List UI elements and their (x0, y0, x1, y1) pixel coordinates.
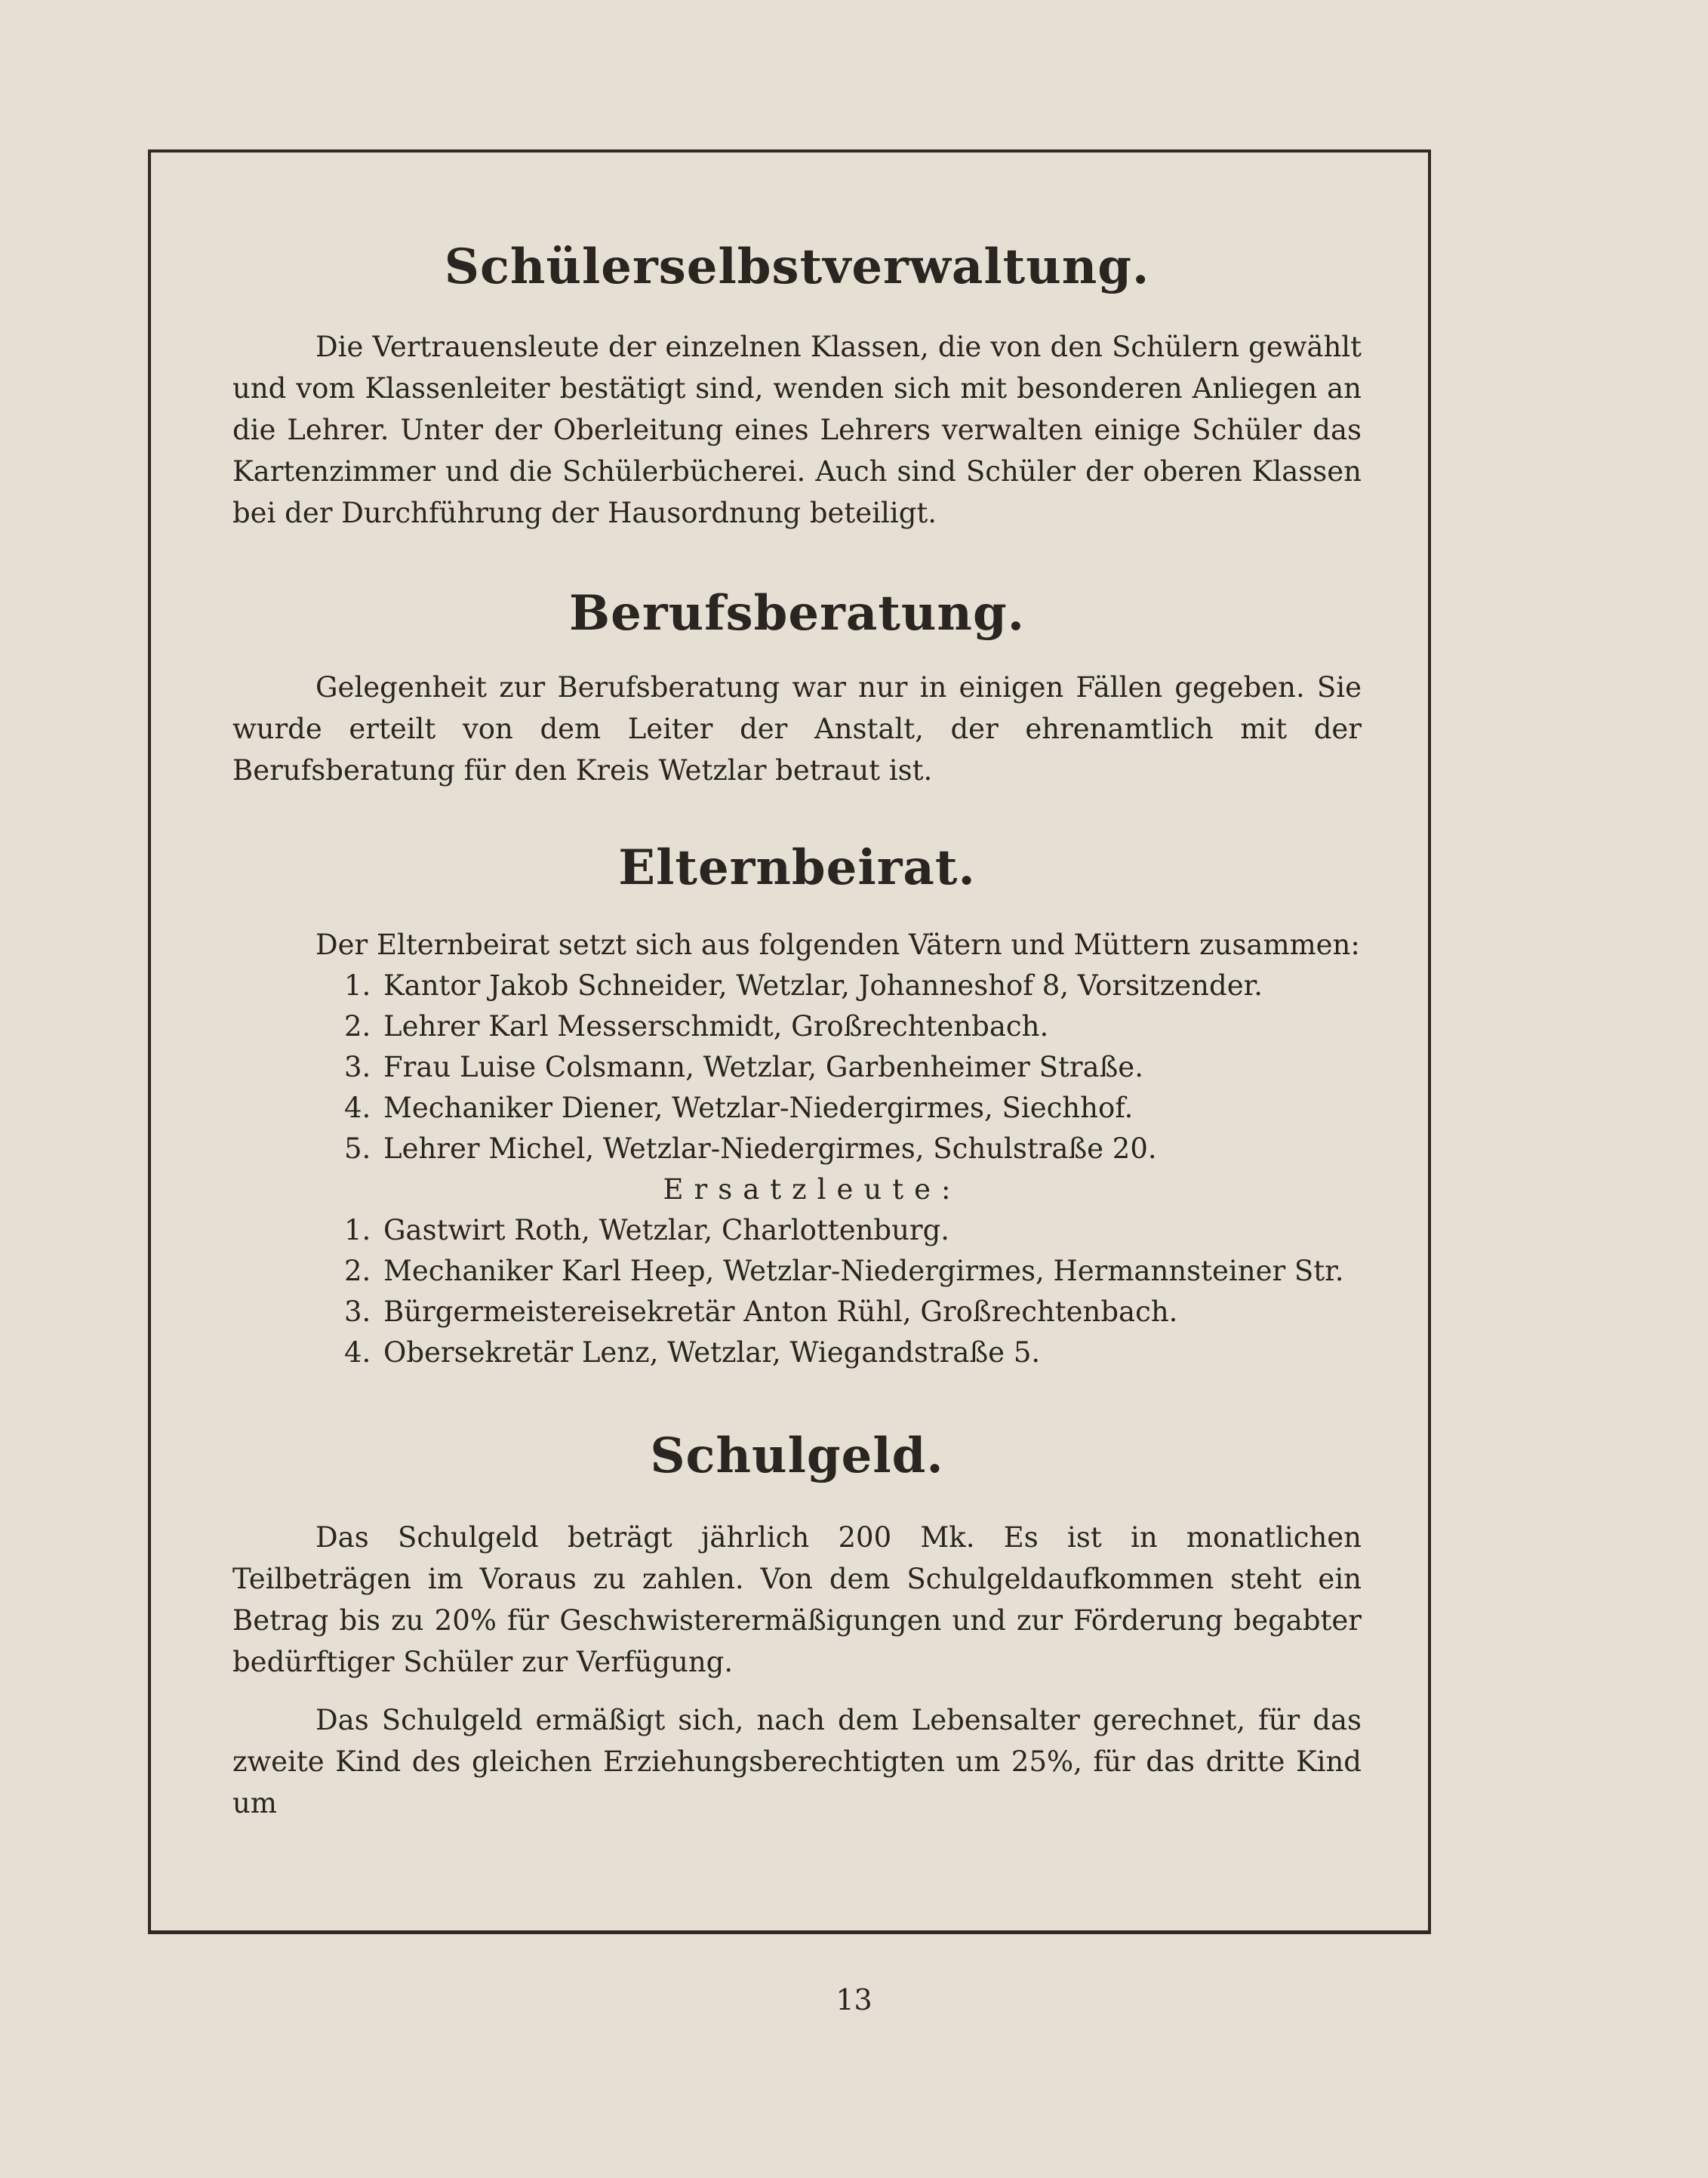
list-item (232, 1129, 1362, 1169)
list-item-number: 3. (344, 1051, 371, 1083)
page-content (232, 237, 1362, 1824)
page-frame (148, 149, 1431, 1934)
ersatzleute-label: Ersatzleute: (663, 1173, 962, 1206)
list-item-text: Mechaniker Karl Heep, Wetzlar-Niedergirmes, Hermannsteiner Str. (383, 1255, 1344, 1287)
list-item-text: Mechaniker Diener, Wetzlar-Niedergirmes, Siechhof. (383, 1092, 1134, 1124)
list-item-text: Gastwirt Roth, Wetzlar, Charlottenburg. (383, 1214, 950, 1246)
list-item-text: Lehrer Michel, Wetzlar-Niedergirmes, Schulstraße 20. (383, 1132, 1157, 1165)
heading-schulgeld: Schulgeld. (650, 1428, 944, 1484)
heading-schuelerselbstverwaltung: Schülerselbstverwaltung. (444, 239, 1150, 295)
list-item (232, 1210, 1362, 1251)
list-item (232, 1332, 1362, 1373)
paragraph-schulgeld-1: Das Schulgeld beträgt jährlich 200 Mk. Es ist in monatlichen Teilbeträgen im Voraus zu zahlen. Von dem Schulgeldaufkommen steht ein Betrag bis zu 20% für Geschwisterermäßigungen und zur Förderung begabter bedürftiger Schüler zur Verfügung. (232, 1521, 1362, 1678)
list-item-text: Lehrer Karl Messerschmidt, Großrechtenbach. (383, 1010, 1049, 1043)
list-item-text: Frau Luise Colsmann, Wetzlar, Garbenheimer Straße. (383, 1051, 1143, 1083)
paragraph-berufsberatung: Gelegenheit zur Berufsberatung war nur in einigen Fällen gegeben. Sie wurde erteilt von dem Leiter der Anstalt, der ehrenamtlich mit der Berufsberatung für den Kreis Wetzlar betraut ist. (232, 671, 1362, 787)
list-item-number: 1. (344, 969, 371, 1002)
page-number: 13 (836, 1983, 872, 2016)
list-item-number: 1. (344, 1214, 371, 1246)
list-item (232, 1006, 1362, 1047)
list-item-number: 4. (344, 1336, 371, 1369)
list-item-text: Obersekretär Lenz, Wetzlar, Wiegandstraße 5. (383, 1336, 1041, 1369)
list-item-number: 4. (344, 1092, 371, 1124)
elternbeirat-members-list (232, 966, 1362, 1169)
ersatzleute-list (232, 1210, 1362, 1373)
heading-elternbeirat: Elternbeirat. (618, 839, 976, 896)
list-item (232, 1292, 1362, 1332)
list-item-number: 3. (344, 1295, 371, 1328)
heading-berufsberatung: Berufsberatung. (569, 585, 1025, 642)
list-item-number: 2. (344, 1255, 371, 1287)
list-item-number: 2. (344, 1010, 371, 1043)
list-item (232, 1047, 1362, 1088)
list-item (232, 966, 1362, 1006)
list-item (232, 1251, 1362, 1292)
list-item-number: 5. (344, 1132, 371, 1165)
list-item (232, 1088, 1362, 1129)
paragraph-schuelerselbstverwaltung: Die Vertrauensleute der einzelnen Klassen, die von den Schülern gewählt und vom Klassenleiter bestätigt sind, wenden sich mit besonderen Anliegen an die Lehrer. Unter der Oberleitung eines Lehrers verwalten einige Schüler das Kartenzimmer und die Schülerbücherei. Auch sind Schüler der oberen Klassen bei der Durchführung der Hausordnung beteiligt. (232, 331, 1362, 529)
elternbeirat-intro: Der Elternbeirat setzt sich aus folgenden Vätern und Müttern zusammen: (315, 929, 1360, 961)
list-item-text: Kantor Jakob Schneider, Wetzlar, Johanneshof 8, Vorsitzender. (383, 969, 1263, 1002)
paragraph-schulgeld-2: Das Schulgeld ermäßigt sich, nach dem Lebensalter gerechnet, für das zweite Kind des gleichen Erziehungsberechtigten um 25%, für das dritte Kind um (232, 1704, 1362, 1819)
list-item-text: Bürgermeistereisekretär Anton Rühl, Großrechtenbach. (383, 1295, 1178, 1328)
